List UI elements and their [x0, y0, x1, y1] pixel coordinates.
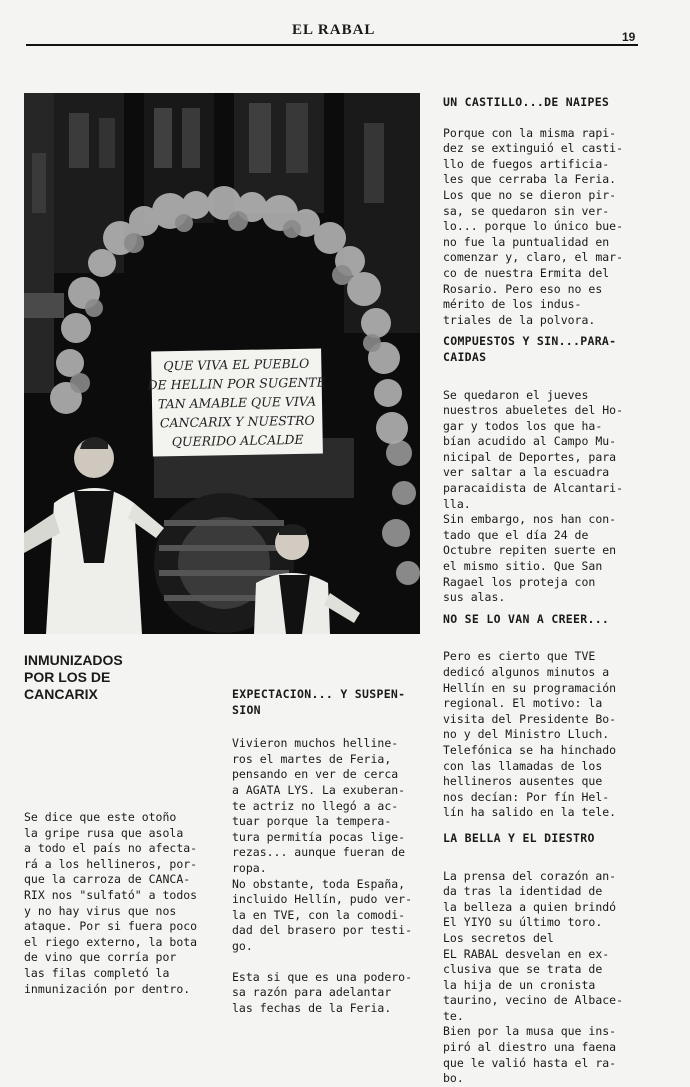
- banner-line: DE HELLIN POR SUGENTE: [147, 374, 326, 393]
- banner-line: QUERIDO ALCALDE: [171, 431, 304, 450]
- article-paragraph: Vivieron muchos helline- ros el martes de Feria, pensando en ver de cerca a AGATA LYS. La exuberan- te actriz no llegó a ac- tuar porque la tempera- tura permitía pocas lige- rezas... aunque fueran de ropa. No obstante, toda España, incluido Hellín, pudo ver- la en TVE, con la comodi- dad del brasero por testi- go.: [232, 736, 413, 953]
- left-column: [24, 810, 220, 997]
- section-heading: UN CASTILLO...DE NAIPES: [443, 95, 610, 109]
- section-heading: EXPECTACION... Y SUSPEN- SION: [232, 687, 406, 717]
- article-headline: [24, 652, 134, 703]
- middle-column: [232, 687, 420, 1016]
- page-number: 19: [622, 30, 636, 44]
- section-heading: NO SE LO VAN A CREER...: [443, 611, 610, 626]
- article-paragraph: Pero es cierto que TVE dedicó algunos minutos a Hellín en su programación regional. El motivo: la visita del Presidente Bo- no y del Ministro Lluch. Telefónica se ha hinchado con las llamadas de los hellineros ausentes que nos decían: Por fín Hel- lín ha salido en la tele.: [443, 649, 617, 820]
- section-heading: LA BELLA Y EL DIESTRO: [443, 830, 595, 845]
- article-paragraph: Esta si que es una podero- sa razón para adelantar las fechas de la Feria.: [232, 969, 413, 1015]
- banner-line: CANCARIX Y NUESTRO: [159, 412, 315, 431]
- photo: [24, 93, 420, 634]
- banner-line: TAN AMABLE QUE VIVA: [157, 393, 317, 412]
- right-column: [443, 95, 639, 1087]
- article-paragraph: La prensa del corazón an- da tras la identidad de la belleza a quien brindó El YIYO su último toro. Los secretos del EL RABAL desvelan en ex- clusiva que se trata de la hija de un cronista taurino, vecino de Albace- te. Bien por la musa que ins- piró al diestro una faena que le valió hasta el ra- bo.: [443, 868, 624, 1086]
- headline-line: CANCARIX: [24, 686, 98, 702]
- headline-line: INMUNIZADOS: [24, 652, 123, 668]
- header-rule: [26, 44, 638, 46]
- section-heading: COMPUESTOS Y SIN...PARA- CAIDAS: [443, 334, 617, 364]
- article-paragraph: Se quedaron el jueves nuestros abueletes del Ho- gar y todos los que ha- bían acudido al Campo Mu- nicipal de Deportes, para ver saltar a la escuadra paracaidista de Alcantari- lla. Sin embargo, nos han con- tado que el día 24 de Octubre repiten suerte en el mismo sitio. Que San Ragael los proteja con sus alas.: [443, 387, 624, 605]
- article-paragraph: Se dice que este otoño la gripe rusa que asola a todo el país no afecta- rá a los hellineros, por- que la carroza de CANCA- RIX nos "sulfató" a todos y no hay virus que nos ataque. Por si fuera poco el riego externo, la bota de vino que corría por las filas completó la inmunización por dentro.: [24, 810, 198, 996]
- publication-title: EL RABAL: [292, 22, 376, 38]
- banner-line: QUE VIVA EL PUEBLO: [163, 355, 310, 374]
- article-paragraph: Porque con la misma rapi- dez se extinguió el casti- llo de fuegos artificia- les que cerraba la Feria. Los que no se dieron pir- sa, se quedaron sin ver- lo... porque lo único bue- no fue la puntualidad en comenzar y, claro, el mar- co de nuestra Ermita del Rosario. Pero eso no es mérito de los indus- triales de la polvora.: [443, 125, 624, 327]
- float-banner: [147, 349, 326, 457]
- headline-line: POR LOS DE: [24, 669, 111, 685]
